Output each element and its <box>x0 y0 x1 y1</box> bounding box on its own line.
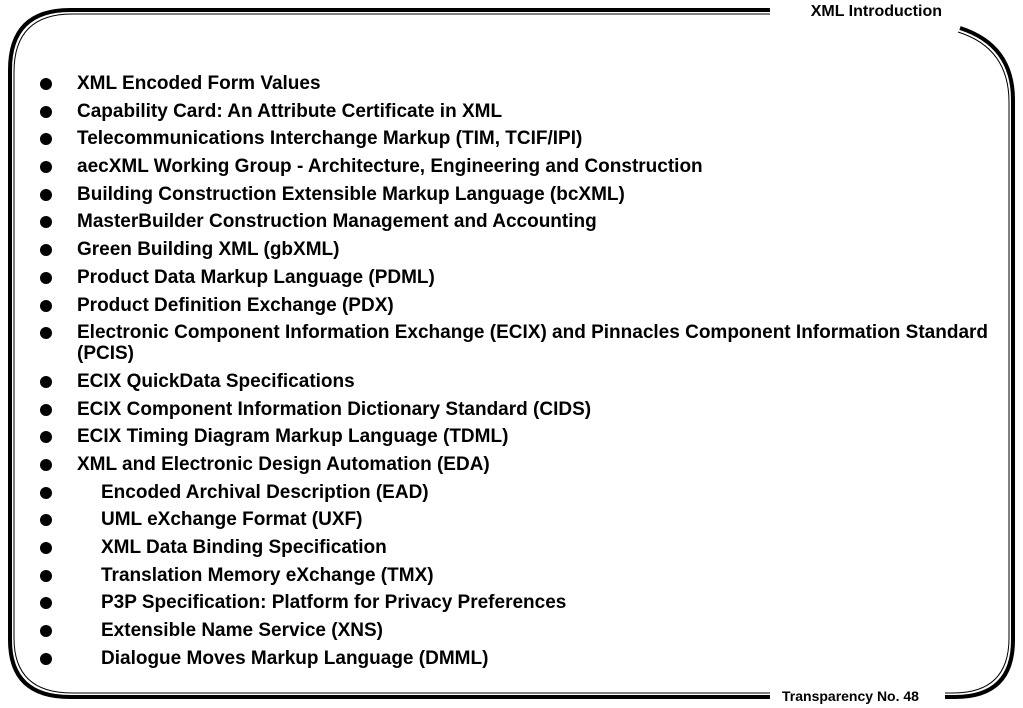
bullet-icon <box>40 459 52 471</box>
bullet-icon <box>40 327 52 339</box>
bullet-icon <box>40 597 52 609</box>
list-item <box>40 648 1000 669</box>
list-item-text: ECIX Component Information Dictionary Standard (CIDS) <box>77 398 592 420</box>
list-item <box>40 620 1000 641</box>
list-item <box>40 322 1000 364</box>
list-item-text: Green Building XML (gbXML) <box>77 239 340 261</box>
list-item <box>40 211 1000 232</box>
bullet-icon <box>40 404 52 416</box>
bullet-icon <box>40 431 52 443</box>
list-item <box>40 128 1000 149</box>
list-item-text: XML Data Binding Specification <box>101 537 387 558</box>
list-item <box>40 454 1000 475</box>
bullet-icon <box>40 189 52 201</box>
list-item <box>40 426 1000 447</box>
list-item-text: Encoded Archival Description (EAD) <box>101 481 429 503</box>
list-item-text: XML Encoded Form Values <box>77 73 321 94</box>
list-item <box>40 267 1000 288</box>
list-item-text: ECIX Timing Diagram Markup Language (TDML) <box>77 426 509 448</box>
list-item <box>40 295 1000 316</box>
list-item <box>40 482 1000 503</box>
list-item <box>40 73 1000 94</box>
list-item-text: Product Definition Exchange (PDX) <box>77 294 394 316</box>
list-item-text: Building Construction Extensible Markup Language (bcXML) <box>77 183 625 205</box>
list-item-text: Telecommunications Interchange Markup (TIM, TCIF/IPI) <box>77 128 583 150</box>
list-item <box>40 101 1000 122</box>
bullet-icon <box>40 78 52 90</box>
list-item <box>40 592 1000 613</box>
bullet-icon <box>40 653 52 665</box>
bullet-icon <box>40 542 52 554</box>
list-item <box>40 565 1000 586</box>
list-item-text: MasterBuilder Construction Management and Accounting <box>77 211 597 233</box>
bullet-icon <box>40 570 52 582</box>
list-item-text: Translation Memory eXchange (TMX) <box>101 564 434 586</box>
bullet-icon <box>40 300 52 312</box>
list-item-text: P3P Specification: Platform for Privacy Preferences <box>101 592 567 614</box>
bullet-icon <box>40 161 52 173</box>
list-item-text: XML and Electronic Design Automation (EDA) <box>77 453 490 475</box>
bullet-icon <box>40 216 52 228</box>
bullet-icon <box>40 133 52 145</box>
list-item <box>40 371 1000 392</box>
bullet-icon <box>40 514 52 526</box>
list-item <box>40 156 1000 177</box>
list-item-text: Electronic Component Information Exchange (ECIX) and Pinnacles Component Information Standard (PCIS) <box>77 322 989 365</box>
list-item-text: Product Data Markup Language (PDML) <box>77 266 435 288</box>
header-title: XML Introduction <box>805 3 948 21</box>
bullet-icon <box>40 376 52 388</box>
list-item-text: Dialogue Moves Markup Language (DMML) <box>101 647 489 669</box>
list-item <box>40 537 1000 558</box>
bullet-icon <box>40 106 52 118</box>
bullet-icon <box>40 272 52 284</box>
bullet-icon <box>40 244 52 256</box>
bullet-icon <box>40 625 52 637</box>
list-item-text: ECIX QuickData Specifications <box>77 370 355 392</box>
list-item <box>40 509 1000 530</box>
transparency-number: Transparency No. 48 <box>776 688 925 705</box>
bullet-icon <box>40 487 52 499</box>
list-item <box>40 399 1000 420</box>
list-item <box>40 184 1000 205</box>
list-item-text: Extensible Name Service (XNS) <box>101 620 383 642</box>
list-item-text: aecXML Working Group - Architecture, Engineering and Construction <box>77 156 703 178</box>
list-item-text: UML eXchange Format (UXF) <box>101 509 363 531</box>
bullet-list <box>40 73 1000 675</box>
list-item-text: Capability Card: An Attribute Certificate in XML <box>77 100 503 122</box>
list-item <box>40 239 1000 260</box>
